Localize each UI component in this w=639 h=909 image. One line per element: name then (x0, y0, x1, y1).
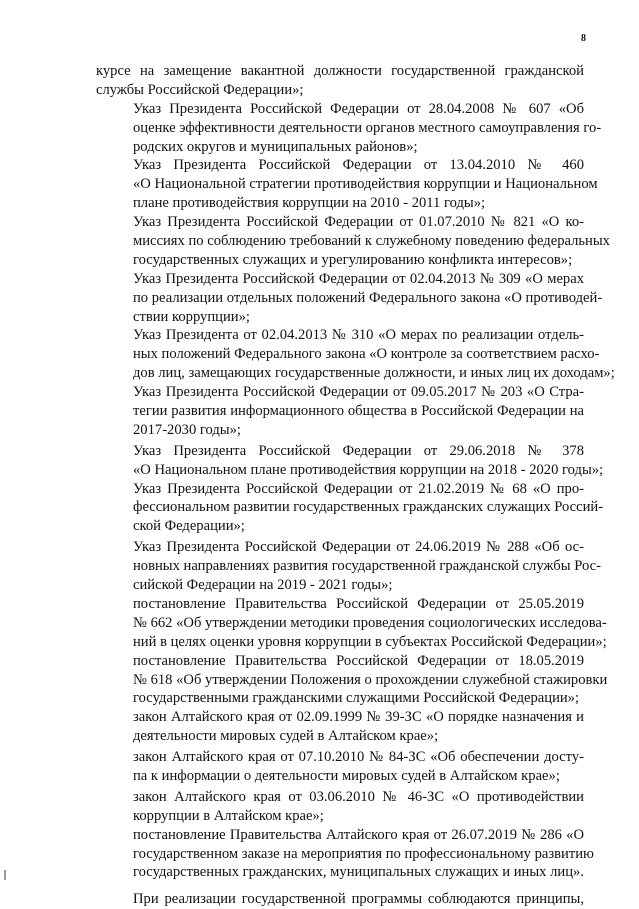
paragraph-line: постановление Правительства Алтайского края от 26.07.2019 № 286 «О (133, 826, 584, 843)
paragraph-line: № 618 «Об утверждении Положения о прохождении служебной стажировки (133, 671, 608, 688)
paragraph-line: закон Алтайского края от 07.10.2010 № 84-ЗС «Об обеспечении досту- (133, 749, 584, 766)
paragraph-line: закон Алтайского края от 02.09.1999 № 39-ЗС «О порядке назначения и (133, 709, 584, 726)
paragraph-line: ных положений Федерального закона «О контроле за соответствием расхо- (133, 346, 600, 363)
paragraph-line: Указ Президента Российской Федерации от 29.06.2018 № 378 (133, 442, 584, 459)
paragraph-7 (96, 383, 584, 440)
paragraph-line: родских округов и муниципальных районов»; (133, 138, 418, 155)
paragraph-line: постановление Правительства Российской Федерации от 25.05.2019 (133, 595, 584, 612)
paragraph-11 (96, 595, 607, 652)
paragraph-3 (96, 156, 598, 213)
paragraph-line: дов лиц, замещающих государственные должности, и иных лиц их доходам»; (133, 365, 615, 382)
paragraph-line: курсе на замещение вакантной должности государственной гражданской (96, 63, 584, 79)
paragraph-line: Указ Президента Российской Федерации от 28.04.2008 № 607 «Об (133, 100, 584, 117)
paragraph-line: ний в целях оценки уровня коррупции в субъектах Российской Федерации»; (133, 633, 607, 650)
paragraph-2 (96, 100, 602, 157)
paragraph-line: При реализации государственной программы соблюдаются принципы, (133, 891, 584, 908)
page-number: 8 (581, 33, 586, 44)
paragraph-line: сийской Федерации на 2019 - 2021 годы»; (133, 577, 393, 594)
paragraph-line: государственными гражданскими служащими Российской Федерации»; (133, 690, 580, 707)
paragraph-line: «О Национальной стратегии противодействия коррупции и Национальном (133, 176, 598, 193)
paragraph-line: Указ Президента Российской Федерации от 02.04.2013 № 309 «О мерах (133, 270, 584, 287)
paragraph-line: 2017-2030 годы»; (133, 421, 241, 438)
paragraph-10 (96, 538, 601, 595)
paragraph-6 (96, 326, 615, 383)
paragraph-line: Указ Президента Российской Федерации от 24.06.2019 № 288 «Об ос- (133, 539, 584, 556)
paragraph-9 (96, 480, 604, 537)
paragraph-line: ствии коррупции»; (133, 308, 250, 325)
paragraph-line: Указ Президента от 02.04.2013 № 310 «О мерах по реализации отдель- (133, 327, 584, 344)
paragraph-5 (96, 270, 603, 327)
paragraph-line: Указ Президента Российской Федерации от 21.02.2019 № 68 «О про- (133, 480, 584, 497)
paragraph-line: государственных гражданских, муниципальных служащих и иных лиц». (133, 864, 584, 881)
paragraph-line: Указ Президента Российской Федерации от 01.07.2010 № 821 «О ко- (133, 214, 584, 231)
paragraph-line: фессиональном развитии государственных гражданских служащих Россий- (133, 499, 604, 516)
paragraph-4 (96, 213, 610, 270)
paragraph-17 (96, 890, 584, 909)
paragraph-14 (96, 748, 584, 786)
paragraph-line: плане противодействия коррупции на 2010 - 2011 годы»; (133, 195, 486, 212)
paragraph-line: Указ Президента Российской Федерации от 13.04.2010 № 460 (133, 157, 584, 174)
paragraph-13 (96, 708, 584, 746)
paragraph-line: ской Федерации»; (133, 518, 245, 535)
paragraph-1 (96, 62, 584, 100)
paragraph-16 (96, 826, 594, 883)
paragraph-line: миссиях по соблюдению требований к служебному поведению федеральных (133, 233, 610, 250)
paragraph-line: «О Национальном плане противодействия коррупции на 2018 - 2020 годы»; (133, 461, 604, 478)
paragraph-line: деятельности мировых судей в Алтайском крае»; (133, 728, 439, 745)
paragraph-line: государственных служащих и урегулированию конфликта интересов»; (133, 251, 573, 268)
paragraph-8 (96, 442, 604, 480)
document-body (96, 62, 615, 909)
paragraph-line: коррупции в Алтайском крае»; (133, 807, 324, 824)
paragraph-line: тегии развития информационного общества в Российской Федерации на (133, 403, 584, 420)
paragraph-15 (96, 788, 584, 826)
paragraph-line: постановление Правительства Российской Федерации от 18.05.2019 (133, 652, 584, 669)
paragraph-line: оценке эффективности деятельности органов местного самоуправления го- (133, 119, 602, 136)
paragraph-line: службы Российской Федерации»; (96, 81, 304, 98)
paragraph-line: новных направлениях развития государственной гражданской службы Рос- (133, 558, 601, 575)
paragraph-line: па к информации о деятельности мировых судей в Алтайском крае»; (133, 767, 560, 784)
scan-edge-mark (4, 870, 6, 880)
paragraph-line: по реализации отдельных положений Федерального закона «О противодей- (133, 289, 603, 306)
paragraph-line: Указ Президента Российской Федерации от 09.05.2017 № 203 «О Стра- (133, 384, 584, 401)
paragraph-line: № 662 «Об утверждении методики проведения социологических исследова- (133, 614, 607, 631)
paragraph-12 (96, 652, 608, 709)
paragraph-line: государственном заказе на мероприятия по профессиональному развитию (133, 845, 594, 862)
paragraph-line: закон Алтайского края от 03.06.2010 № 46-ЗС «О противодействии (133, 788, 584, 805)
